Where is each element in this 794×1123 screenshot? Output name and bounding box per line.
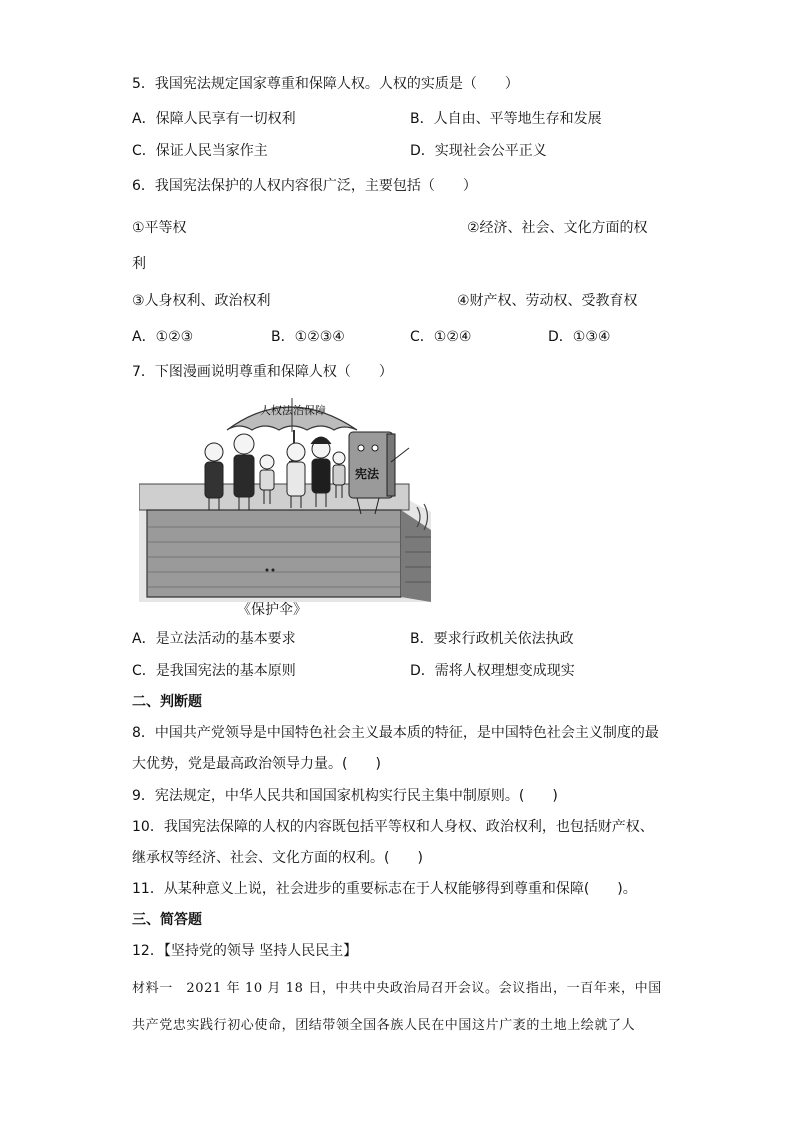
q11-text: 11．从某种意义上说，社会进步的重要标志在于人权能够得到尊重和保障( )。 — [132, 881, 637, 897]
section-short-answer-title: 三、简答题 — [132, 912, 202, 928]
q6-item-2-wrap: 利 — [132, 256, 146, 272]
book-label: 宪法 — [355, 467, 380, 481]
q6-item-1: ①平等权 — [132, 220, 187, 236]
q6-item-4: ④财产权、劳动权、受教育权 — [457, 293, 638, 309]
q5-option-d: D．实现社会公平正义 — [410, 143, 547, 159]
q5-option-c: C．保证人民当家作主 — [132, 143, 268, 159]
q9-text: 9．宪法规定，中华人民共和国国家机构实行民主集中制原则。( ) — [132, 788, 558, 804]
cartoon-caption: 《保护伞》 — [237, 602, 307, 618]
q5-stem: 5．我国宪法规定国家尊重和保障人权。人权的实质是（ ） — [132, 76, 519, 92]
q7-option-b: B．要求行政机关依法执政 — [410, 631, 574, 647]
q12-material-line-2: 共产党忠实践行初心使命，团结带领全国各族人民在中国这片广袤的土地上绘就了人 — [132, 1018, 636, 1033]
q12-material-line-1: 材料一 2021 年 10 月 18 日，中共中央政治局召开会议。会议指出，一百年来，中国 — [132, 981, 662, 996]
q5-option-b: B．人自由、平等地生存和发展 — [410, 111, 602, 127]
q6-option-d: D．①③④ — [548, 329, 611, 345]
umbrella-label: 人权法治保障 — [260, 404, 326, 417]
protection-umbrella-cartoon — [139, 392, 431, 602]
q6-item-2: ②经济、社会、文化方面的权 — [467, 220, 648, 236]
q12-title: 12．【坚持党的领导 坚持人民民主】 — [132, 943, 358, 959]
q6-item-3: ③人身权利、政治权利 — [132, 293, 271, 309]
q10-line-1: 10．我国宪法保障的人权的内容既包括平等权和人身权、政治权利，也包括财产权、 — [132, 819, 654, 835]
q7-option-d: D．需将人权理想变成现实 — [410, 663, 575, 679]
q7-stem: 7．下图漫画说明尊重和保障人权（ ） — [132, 364, 393, 380]
q7-option-a: A．是立法活动的基本要求 — [132, 631, 296, 647]
q8-line-1: 8．中国共产党领导是中国特色社会主义最本质的特征，是中国特色社会主义制度的最 — [132, 725, 659, 741]
q10-line-2: 继承权等经济、社会、文化方面的权利。( ) — [132, 850, 423, 866]
q6-option-a: A．①②③ — [132, 329, 194, 345]
q6-option-b: B．①②③④ — [271, 329, 345, 345]
q6-option-c: C．①②④ — [410, 329, 472, 345]
q5-option-a: A．保障人民享有一切权利 — [132, 111, 296, 127]
q8-line-2: 大优势，党是最高政治领导力量。( ) — [132, 756, 381, 772]
q6-stem: 6．我国宪法保护的人权内容很广泛，主要包括（ ） — [132, 178, 477, 194]
section-judgment-title: 二、判断题 — [132, 694, 202, 710]
q7-option-c: C．是我国宪法的基本原则 — [132, 663, 296, 679]
